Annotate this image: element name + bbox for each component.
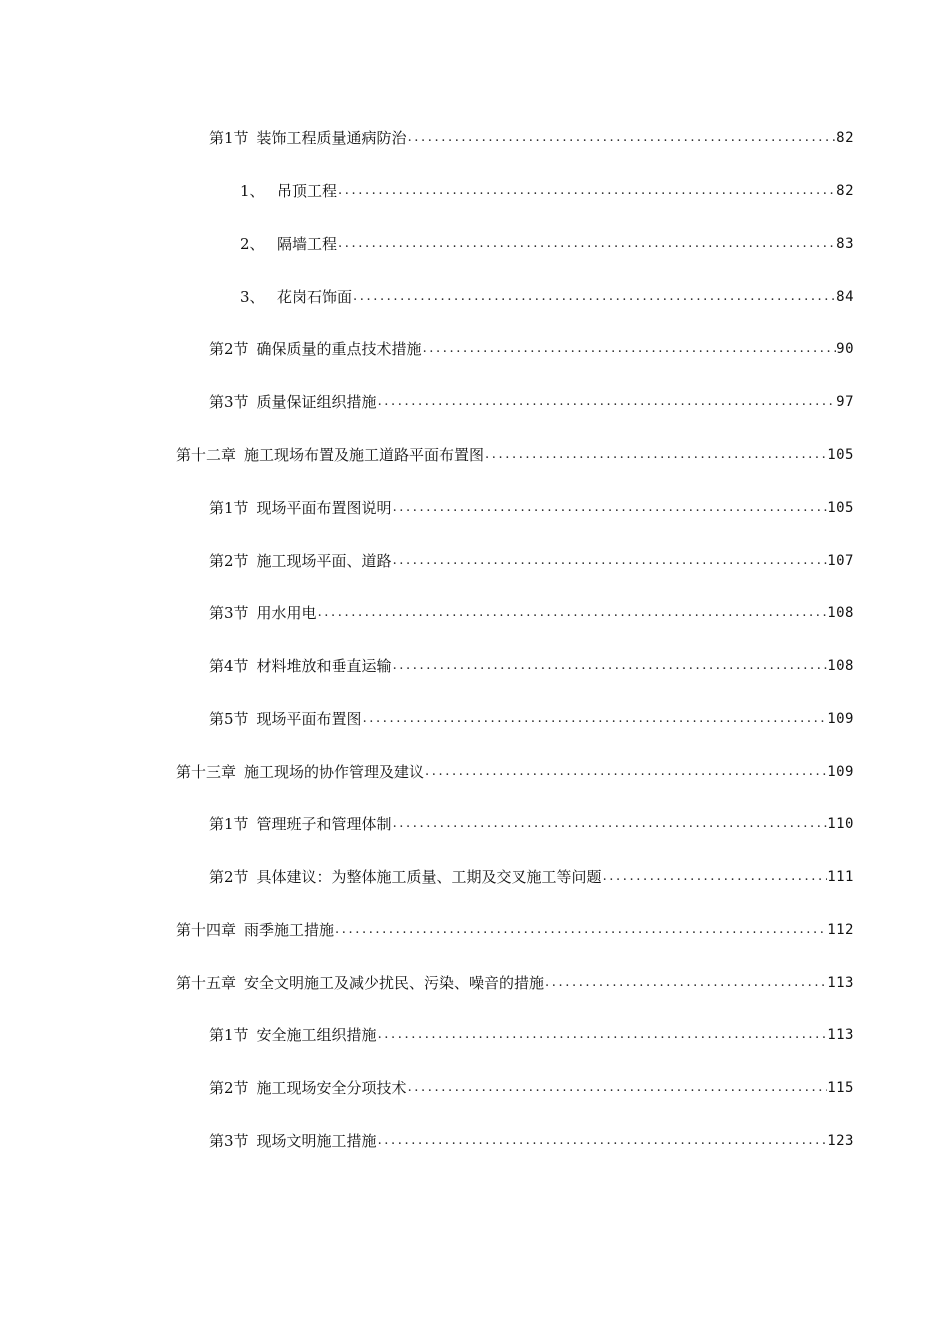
toc-entry-title: 花岗石饰面 xyxy=(277,288,353,306)
toc-page-number: 90 xyxy=(836,341,854,357)
toc-entry-title: 施工现场安全分项技术 xyxy=(256,1079,407,1097)
toc-dot-leader xyxy=(317,601,828,625)
toc-entry-number: 第2节 xyxy=(209,552,249,570)
toc-entry-number: 第十二章 xyxy=(176,446,237,464)
toc-entry[interactable] xyxy=(209,812,854,836)
toc-page-number: 113 xyxy=(827,975,854,991)
toc-entry[interactable] xyxy=(209,390,854,414)
toc-entry-title: 装饰工程质量通病防治 xyxy=(256,129,407,147)
toc-page-number: 113 xyxy=(827,1027,854,1043)
toc-dot-leader xyxy=(337,232,836,256)
toc-page-number: 105 xyxy=(827,447,854,463)
toc-entry-title: 施工现场布置及施工道路平面布置图 xyxy=(244,446,485,464)
toc-dot-leader xyxy=(377,1023,828,1047)
toc-dot-leader xyxy=(424,760,827,784)
toc-page-number: 109 xyxy=(827,764,854,780)
toc-page-number: 111 xyxy=(827,869,854,885)
toc-entry-title: 材料堆放和垂直运输 xyxy=(256,657,392,675)
toc-entry-number: 第2节 xyxy=(209,340,249,358)
toc-entry-title: 用水用电 xyxy=(256,604,317,622)
toc-page-number: 82 xyxy=(836,183,854,199)
toc-entry-number: 第1节 xyxy=(209,815,249,833)
toc-entry-number: 第十三章 xyxy=(176,763,237,781)
toc-entry[interactable] xyxy=(176,971,854,995)
toc-page-number: 110 xyxy=(827,816,854,832)
toc-entry-number: 第1节 xyxy=(209,499,249,517)
toc-entry[interactable] xyxy=(209,1023,854,1047)
toc-entry[interactable] xyxy=(209,337,854,361)
toc-entry[interactable] xyxy=(209,1076,854,1100)
toc-dot-leader xyxy=(407,126,837,150)
toc-entry[interactable] xyxy=(240,179,854,203)
toc-entry-title: 施工现场平面、道路 xyxy=(256,552,392,570)
toc-entry[interactable] xyxy=(209,496,854,520)
toc-dot-leader xyxy=(392,549,828,573)
toc-dot-leader xyxy=(352,285,836,309)
toc-page-number: 115 xyxy=(827,1080,854,1096)
toc-entry[interactable] xyxy=(209,707,854,731)
toc-entry[interactable] xyxy=(209,865,854,889)
toc-dot-leader xyxy=(544,971,827,995)
toc-dot-leader xyxy=(392,496,828,520)
toc-entry-title: 施工现场的协作管理及建议 xyxy=(244,763,425,781)
toc-entry[interactable] xyxy=(176,443,854,467)
toc-dot-leader xyxy=(362,707,828,731)
toc-entry-title: 隔墙工程 xyxy=(277,235,338,253)
toc-entry-number: 第2节 xyxy=(209,1079,249,1097)
toc-entry-title: 雨季施工措施 xyxy=(244,921,335,939)
toc-entry[interactable] xyxy=(176,760,854,784)
toc-entry-number: 第十五章 xyxy=(176,974,237,992)
toc-page-number: 83 xyxy=(836,236,854,252)
toc-page-number: 108 xyxy=(827,605,854,621)
toc-dot-leader xyxy=(407,1076,828,1100)
toc-entry[interactable] xyxy=(240,232,854,256)
toc-page-number: 109 xyxy=(827,711,854,727)
toc-page-number: 84 xyxy=(836,289,854,305)
toc-entry-number: 2、 xyxy=(240,235,265,253)
toc-entry-number: 3、 xyxy=(240,288,265,306)
toc-page-number: 107 xyxy=(827,553,854,569)
toc-entry-title: 现场文明施工措施 xyxy=(256,1132,377,1150)
toc-entry-title: 质量保证组织措施 xyxy=(256,393,377,411)
toc-entry-title: 现场平面布置图 xyxy=(256,710,362,728)
toc-entry-number: 第2节 xyxy=(209,868,249,886)
toc-entry[interactable] xyxy=(176,918,854,942)
toc-entry-number: 第3节 xyxy=(209,604,249,622)
toc-entry-title: 安全文明施工及减少扰民、污染、噪音的措施 xyxy=(244,974,545,992)
toc-entry[interactable] xyxy=(240,285,854,309)
toc-entry-number: 第3节 xyxy=(209,1132,249,1150)
toc-dot-leader xyxy=(334,918,827,942)
toc-entry[interactable] xyxy=(209,654,854,678)
toc-entry-number: 第5节 xyxy=(209,710,249,728)
toc-page-number: 123 xyxy=(827,1133,854,1149)
toc-entry-number: 第3节 xyxy=(209,393,249,411)
toc-page-number: 108 xyxy=(827,658,854,674)
toc-page-number: 82 xyxy=(836,130,854,146)
toc-entry-title: 现场平面布置图说明 xyxy=(256,499,392,517)
toc-entry-number: 第4节 xyxy=(209,657,249,675)
toc-entry-title: 具体建议：为整体施工质量、工期及交叉施工等问题 xyxy=(256,868,602,886)
toc-entry[interactable] xyxy=(209,126,854,150)
toc-page-number: 112 xyxy=(827,922,854,938)
toc-entry[interactable] xyxy=(209,601,854,625)
toc-entry-number: 第1节 xyxy=(209,1026,249,1044)
toc-dot-leader xyxy=(377,1129,828,1153)
toc-page-number: 105 xyxy=(827,500,854,516)
toc-dot-leader xyxy=(484,443,827,467)
toc-entry-title: 管理班子和管理体制 xyxy=(256,815,392,833)
toc-page-number: 97 xyxy=(836,394,854,410)
toc-entry-title: 确保质量的重点技术措施 xyxy=(256,340,422,358)
toc-entry-number: 第十四章 xyxy=(176,921,237,939)
toc-dot-leader xyxy=(422,337,837,361)
toc-entry[interactable] xyxy=(209,1129,854,1153)
toc-entry-title: 安全施工组织措施 xyxy=(256,1026,377,1044)
toc-dot-leader xyxy=(392,812,828,836)
toc-dot-leader xyxy=(377,390,837,414)
toc-entry-title: 吊顶工程 xyxy=(277,182,338,200)
toc-entry[interactable] xyxy=(209,549,854,573)
toc-dot-leader xyxy=(337,179,836,203)
toc-entry-number: 1、 xyxy=(240,182,265,200)
toc-dot-leader xyxy=(392,654,828,678)
toc-dot-leader xyxy=(602,865,828,889)
toc-entry-number: 第1节 xyxy=(209,129,249,147)
